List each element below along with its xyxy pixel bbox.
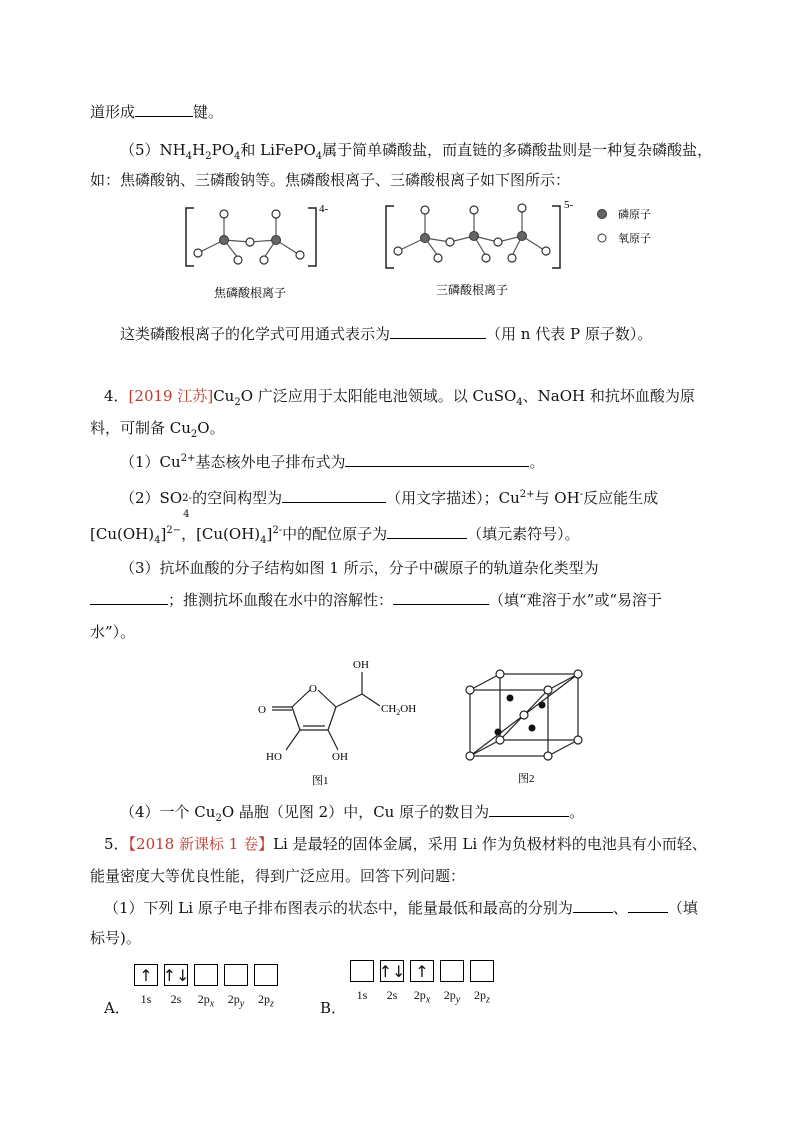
orbital-box bbox=[194, 964, 218, 986]
ascorbic-acid-structure bbox=[250, 650, 440, 790]
triphosphate-label: 三磷酸根离子 bbox=[436, 283, 509, 297]
q3-formula-question: 这类磷酸根离子的化学式可用通式表示为 （用 n 代表 P 原子数）。 bbox=[120, 325, 653, 343]
q4-part3-line3: 水”）。 bbox=[90, 623, 136, 641]
orbital-box: ↑↓ bbox=[378, 961, 406, 981]
orbital-box bbox=[224, 964, 248, 986]
q5-part1-line2: 标号)。 bbox=[90, 929, 141, 947]
source-tag: 【2018 新课标 1 卷】 bbox=[128, 835, 274, 853]
q5-intro-line2: 能量密度大等优良性能，得到广泛应用。回答下列问题： bbox=[90, 867, 466, 885]
orbital-label: 2s bbox=[386, 988, 398, 1002]
fig2-caption: 图2 bbox=[518, 773, 535, 785]
q4-part3-line1: （3）抗坏血酸的分子结构如图 1 所示，分子中碳原子的轨道杂化类型为 bbox=[120, 559, 599, 577]
legend-p-label: 磷原子 bbox=[618, 208, 651, 221]
q3-line-top: 道形成 键。 bbox=[90, 103, 224, 121]
q5-intro-line1: 5．【2018 新课标 1 卷】Li 是最轻的固体金属，采用 Li 作为负极材料的电池具有小而轻、 bbox=[104, 835, 707, 853]
q3-part5-line1: $(5)NH_4H_2PO_4$和 LiFePO$_4$属于简单磷酸盐，而直链的多磷酸盐则是一种复杂磷酸盐， bbox=[120, 141, 713, 162]
answer-blank-lowest[interactable] bbox=[573, 898, 613, 913]
cu2o-unit-cell bbox=[460, 668, 590, 788]
q4-part2-line2: $[Cu(OH)_4]^{2-}$，$[Cu(OH)_4]^{2-}$中的配位原子为 （填元素符号）。 bbox=[90, 525, 580, 546]
oh-right-label: OH bbox=[332, 751, 348, 763]
q4-part3-line2: ；推测抗坏血酸在水中的溶解性： （填“难溶于水”或“易溶于 bbox=[90, 590, 662, 610]
charge-5-label: 5- bbox=[564, 199, 574, 211]
option-a-label[interactable]: A． bbox=[104, 999, 130, 1017]
pyrophosphate-label: 焦磷酸根离子 bbox=[214, 286, 287, 300]
phosphate-ions-figure bbox=[180, 196, 680, 306]
q4-intro-line2: 料，可制备 $Cu_2O$。 bbox=[90, 419, 225, 440]
q4-part2-line1: （2）SO 2- 4 的空间构型为 （用文字描述）；$Cu^{2+}$与 OH-反应能生成 bbox=[120, 489, 659, 520]
option-b-label[interactable]: B． bbox=[320, 999, 347, 1017]
orbital-box bbox=[440, 960, 464, 982]
answer-blank[interactable] bbox=[135, 102, 193, 117]
answer-blank[interactable] bbox=[390, 324, 486, 339]
ch2oh-label: $CH_2OH$ bbox=[381, 703, 417, 717]
answer-blank[interactable] bbox=[393, 590, 489, 605]
orbital-label: $2p_x$ bbox=[413, 988, 431, 1006]
orbital-label: $2p_x$ bbox=[197, 992, 215, 1010]
q4-part4: （4）一个 $Cu_2O$ 晶胞（见图 2）中，Cu 原子的数目为 。 bbox=[120, 803, 585, 824]
orbital-box: ↑↓ bbox=[162, 965, 190, 985]
orbital-label: $2p_y$ bbox=[227, 992, 245, 1010]
q4-intro-line1: 4．[2019 江苏]$Cu_2O$ 广泛应用于太阳能电池领域。以 CuSO$_4$、NaOH 和抗坏血酸为原 bbox=[104, 387, 695, 408]
ho-left-label: HO bbox=[266, 751, 282, 763]
oh-top-label: OH bbox=[353, 659, 369, 671]
answer-blank[interactable] bbox=[489, 802, 569, 817]
orbital-label: 1s bbox=[140, 992, 152, 1006]
q3-part5-line2: 如：焦磷酸钠、三磷酸钠等。焦磷酸根离子、三磷酸根离子如下图所示： bbox=[90, 171, 571, 189]
orbital-label: $2p_y$ bbox=[443, 988, 461, 1006]
answer-blank[interactable] bbox=[387, 524, 467, 539]
fig1-caption: 图1 bbox=[312, 775, 329, 787]
orbital-label: 2s bbox=[170, 992, 182, 1006]
option-a-orbital-diagram bbox=[134, 964, 294, 1010]
orbital-box bbox=[254, 964, 278, 986]
orbital-label: $2p_z$ bbox=[258, 992, 274, 1010]
ring-oxygen-label: O bbox=[309, 683, 317, 695]
carbonyl-oxygen-label: O bbox=[258, 704, 266, 716]
q5-part1-line1: （1）下列 Li 原子电子排布图表示的状态中，能量最低和最高的分别为 、 （填 bbox=[104, 899, 698, 917]
source-tag: [2019 江苏] bbox=[128, 387, 214, 405]
orbital-box bbox=[350, 960, 374, 982]
orbital-box: ↑ bbox=[134, 964, 158, 986]
orbital-label: 1s bbox=[356, 988, 368, 1002]
answer-blank[interactable] bbox=[90, 590, 168, 605]
answer-blank[interactable] bbox=[282, 488, 386, 503]
option-b-orbital-diagram bbox=[350, 960, 510, 1006]
orbital-box: ↑ bbox=[410, 960, 434, 982]
charge-4-label: 4- bbox=[319, 203, 329, 215]
legend-o-label: 氧原子 bbox=[618, 232, 651, 245]
orbital-label: $2p_z$ bbox=[474, 988, 490, 1006]
answer-blank-highest[interactable] bbox=[628, 898, 668, 913]
orbital-box bbox=[470, 960, 494, 982]
answer-blank[interactable] bbox=[345, 452, 529, 467]
q4-part1: $(1)Cu^{2+}$基态核外电子排布式为 。 bbox=[120, 453, 545, 471]
